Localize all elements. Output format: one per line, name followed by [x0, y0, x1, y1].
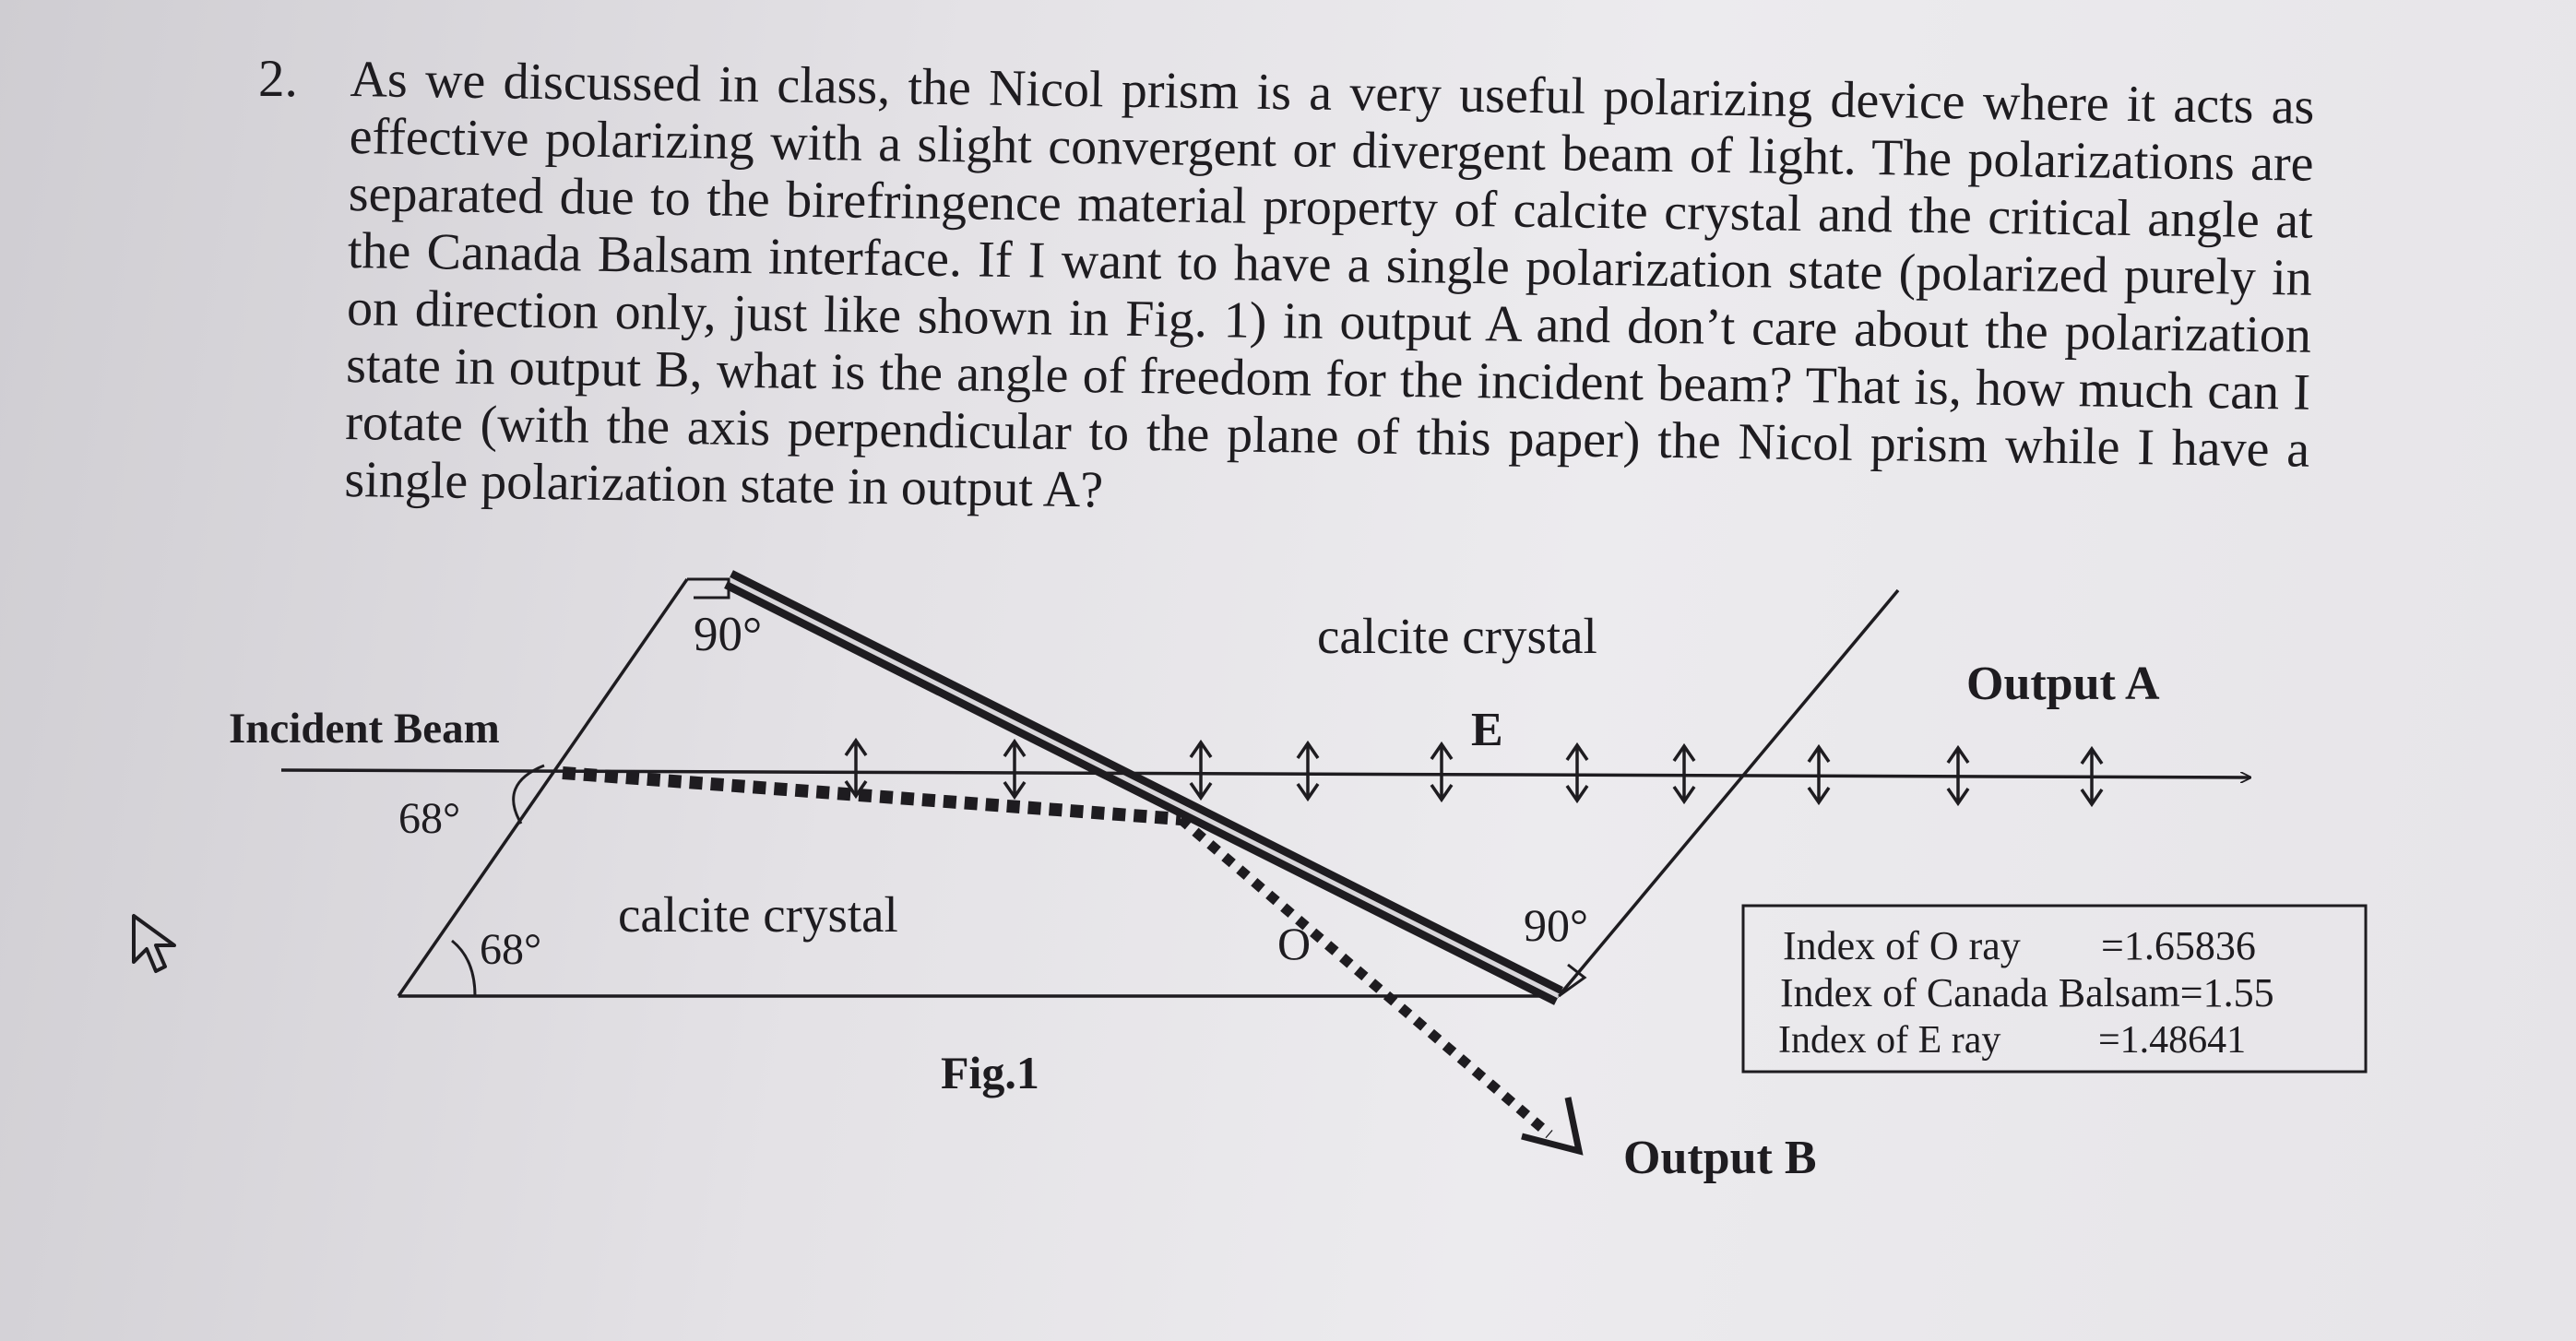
e-ray-label: E	[1471, 704, 1503, 756]
o-ray-index-label: Index of O ray	[1783, 923, 2021, 968]
right-angle-mark-top	[687, 579, 729, 598]
output-b-label: Output B	[1623, 1132, 1817, 1184]
figure-caption: Fig.1	[941, 1047, 1039, 1098]
o-ray-path	[563, 773, 1579, 1151]
output-a-label: Output A	[1966, 658, 2160, 710]
top-crystal-label: calcite crystal	[1317, 608, 1597, 664]
question-text: As we discussed in class, the Nicol prism is a very useful polarizing device where it acts as effective polarizing with a slight convergent or divergent beam of light. The polarizations are separated due to the birefringence material property of calcite crystal and the critical angle at the Canada Balsam interface. If I want to have a single polarization state (polarized purely in on direction only, just like shown in Fig. 1) in output A and don’t care about the polarization state in output B, what is the angle of freedom for the incident beam? That is, how much can I rotate (with the axis perpendicular to the plane of this paper) the Nicol prism while I have a single polarization state in output A?	[344, 51, 2315, 519]
bottom-crystal-label: calcite crystal	[618, 886, 898, 943]
double-arrow-icon	[846, 741, 866, 796]
e-ray-index-label: Index of E ray	[1778, 1019, 2001, 1062]
index-table	[1743, 906, 2366, 1072]
output-b-arrow-head	[1522, 1098, 1579, 1151]
angle-arc-bottom-left	[452, 941, 475, 996]
e-ray-index-value: =1.48641	[2098, 1019, 2247, 1062]
angle-left: 68°	[398, 794, 461, 843]
question-number: 2.	[258, 50, 298, 108]
double-arrow-icon	[1567, 745, 1587, 801]
angle-top-left: 90°	[694, 608, 763, 661]
double-arrow-icon	[1191, 742, 1211, 798]
o-ray-index-value: =1.65836	[2101, 923, 2256, 968]
incident-beam-label: Incident Beam	[229, 705, 500, 753]
double-arrow-icon	[1431, 744, 1452, 800]
angle-bottom-left: 68°	[480, 925, 542, 974]
double-arrow-icon	[1004, 742, 1025, 797]
angle-right: 90°	[1524, 899, 1588, 951]
incident-beam-ray	[281, 770, 2250, 777]
double-arrow-icon	[1298, 743, 1318, 799]
prism-top-edge	[687, 579, 1895, 590]
canada-balsam-index: Index of Canada Balsam=1.55	[1780, 970, 2274, 1015]
o-ray-label: O	[1277, 918, 1312, 969]
mouse-pointer-icon	[125, 908, 189, 982]
